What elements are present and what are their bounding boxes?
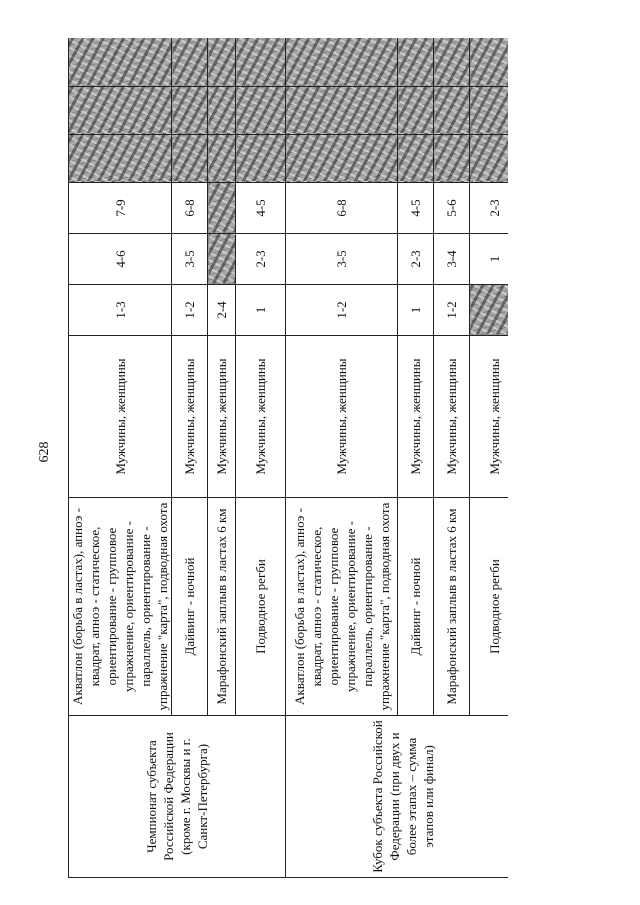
place-cell: 4-6 [69, 234, 172, 285]
shaded-cell [398, 87, 434, 135]
shaded-cell [398, 135, 434, 183]
shaded-cell [470, 87, 509, 135]
shaded-cell [172, 135, 208, 183]
gender-cell: Мужчины, женщины [172, 336, 208, 498]
shaded-cell [434, 87, 470, 135]
competition-category-cell: Чемпионат субъекта Российской Федерации (кроме г. Москвы и г. Санкт-Петербурга) [69, 716, 286, 878]
shaded-cell [208, 38, 236, 87]
shaded-cell [69, 135, 172, 183]
place-cell: 1 [470, 234, 509, 285]
discipline-cell: Марафонский заплыв в ластах 6 км [208, 498, 236, 716]
discipline-cell: Марафонский заплыв в ластах 6 км [434, 498, 470, 716]
place-cell: 6-8 [172, 183, 208, 234]
discipline-cell: Дайвинг - ночной [172, 498, 208, 716]
gender-cell: Мужчины, женщины [470, 336, 509, 498]
shaded-cell [434, 38, 470, 87]
shaded-cell [236, 38, 286, 87]
gender-cell: Мужчины, женщины [208, 336, 236, 498]
place-cell: 6-8 [286, 183, 398, 234]
discipline-cell: Подводное регби [236, 498, 286, 716]
table-row [69, 38, 172, 878]
shaded-cell [286, 87, 398, 135]
shaded-cell [470, 38, 509, 87]
competition-category-cell: Кубок субъекта Российской Федерации (при двух и более этапах – сумма этапов или финал) [286, 716, 509, 878]
gender-cell: Мужчины, женщины [69, 336, 172, 498]
place-cell: 3-4 [434, 234, 470, 285]
place-cell: 4-5 [398, 183, 434, 234]
shaded-cell [236, 87, 286, 135]
shaded-cell [470, 285, 509, 336]
shaded-cell [208, 87, 236, 135]
table-rotator [68, 38, 508, 878]
shaded-cell [69, 87, 172, 135]
place-cell: 7-9 [69, 183, 172, 234]
shaded-cell [172, 38, 208, 87]
table-row [286, 38, 398, 878]
shaded-cell [470, 135, 509, 183]
classification-table [68, 38, 508, 878]
rotated-table-frame [68, 38, 508, 878]
discipline-cell: Акватлон (борьба в ластах), апноэ - квадрат, апноэ - статическое, ориентирование - групповое упражнение, ориентирование - параллель, ориентирование - упражнение "карта", подводная охота [69, 498, 172, 716]
place-cell: 2-4 [208, 285, 236, 336]
place-cell: 1-2 [172, 285, 208, 336]
place-cell: 2-3 [470, 183, 509, 234]
shaded-cell [286, 135, 398, 183]
discipline-cell: Подводное регби [470, 498, 509, 716]
gender-cell: Мужчины, женщины [434, 336, 470, 498]
shaded-cell [286, 38, 398, 87]
place-cell: 1 [398, 285, 434, 336]
place-cell: 1-3 [69, 285, 172, 336]
shaded-cell [208, 183, 236, 234]
place-cell: 2-3 [398, 234, 434, 285]
shaded-cell [172, 87, 208, 135]
place-cell: 2-3 [236, 234, 286, 285]
discipline-cell: Дайвинг - ночной [398, 498, 434, 716]
shaded-cell [208, 234, 236, 285]
place-cell: 1 [236, 285, 286, 336]
place-cell: 3-5 [286, 234, 398, 285]
gender-cell: Мужчины, женщины [398, 336, 434, 498]
shaded-cell [208, 135, 236, 183]
page-number: 628 [37, 441, 52, 463]
shaded-cell [236, 135, 286, 183]
place-cell: 1-2 [434, 285, 470, 336]
gender-cell: Мужчины, женщины [236, 336, 286, 498]
discipline-cell: Акватлон (борьба в ластах), апноэ - квадрат, апноэ - статическое, ориентирование - групповое упражнение, ориентирование - параллель, ориентирование - упражнение "карта", подводная охота [286, 498, 398, 716]
gender-cell: Мужчины, женщины [286, 336, 398, 498]
place-cell: 5-6 [434, 183, 470, 234]
shaded-cell [434, 135, 470, 183]
shaded-cell [398, 38, 434, 87]
place-cell: 3-5 [172, 234, 208, 285]
shaded-cell [69, 38, 172, 87]
place-cell: 4-5 [236, 183, 286, 234]
place-cell: 1-2 [286, 285, 398, 336]
